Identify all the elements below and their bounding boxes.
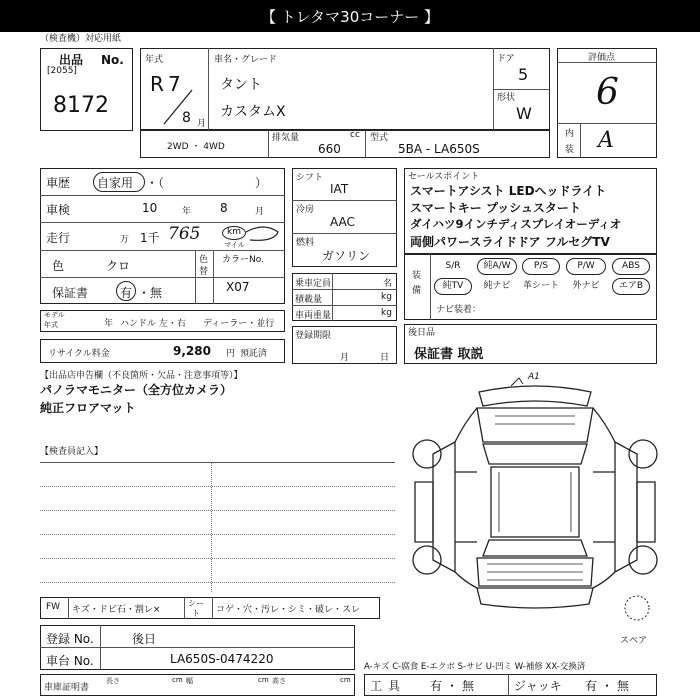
- car-grade: カスタムX: [220, 104, 286, 120]
- equip-abs: ABS: [612, 258, 650, 275]
- equip-leather: 革シート: [523, 281, 560, 291]
- equip-pw: P/W: [566, 258, 606, 275]
- equip-alloy: 純A/W: [477, 258, 517, 275]
- year-era: R: [150, 72, 164, 96]
- equip-tv: 純TV: [434, 278, 472, 295]
- chassis-number: LA650S-0474220: [170, 652, 274, 666]
- warranty-yes: 有: [120, 286, 133, 300]
- equip-sr: S/R: [445, 261, 461, 271]
- inspection-month: 8: [220, 201, 228, 215]
- aircon-value: AAC: [330, 215, 355, 229]
- color-number: X07: [226, 280, 250, 294]
- mileage-value: 1千: [140, 231, 160, 245]
- drive-type: 2WD ・ 4WD: [167, 142, 225, 152]
- interior-score: A: [598, 128, 614, 153]
- damage-legend: A-キズ C-腐食 E-エクボ S-サビ U-凹ミ W-補修 XX-交換済: [364, 662, 586, 672]
- header-note: （検査機）対応用紙: [40, 34, 122, 44]
- recycle-fee: 9,280: [173, 344, 211, 358]
- registration-value: 後日: [132, 632, 157, 646]
- sales-point-3: ダイハツ9インチディスプレイオーディオ: [410, 217, 622, 231]
- doors-value: 5: [518, 65, 529, 84]
- equip-ext-navi: 外ナビ: [572, 281, 600, 291]
- year-month: 8: [182, 110, 191, 126]
- sales-point-2: スマートキー プッシュスタート: [410, 201, 581, 215]
- displacement-value: 660: [318, 142, 341, 156]
- car-diagram: [405, 372, 665, 622]
- sales-point-4: 両側パワースライドドア フルセグTV: [410, 235, 610, 249]
- fuel-value: ガソリン: [322, 249, 371, 263]
- damage-mark: A1: [528, 372, 540, 382]
- after-items-value: 保証書 取説: [414, 347, 484, 362]
- car-name: タント: [220, 77, 262, 93]
- seller-note-1: パノラマモニター（全方位カメラ）: [40, 383, 233, 397]
- top-banner: [0, 0, 700, 32]
- equip-ps: P/S: [522, 258, 560, 275]
- spare-label: スペア: [620, 636, 648, 646]
- lot-number: 8172: [53, 93, 109, 118]
- lot-box: 出品 No. [2055] 8172: [40, 48, 133, 131]
- shape-value: W: [516, 104, 532, 123]
- lot-stamp: [2055]: [47, 66, 77, 76]
- inspection-year: 10: [142, 201, 158, 215]
- seller-note-2: 純正フロアマット: [40, 401, 136, 415]
- mileage-handwritten: 765: [168, 224, 201, 244]
- model-code: 5BA - LA650S: [398, 142, 480, 156]
- equip-airbag: エアB: [612, 278, 650, 295]
- sales-point-1: スマートアシスト LEDヘッドライト: [410, 184, 607, 198]
- color-value: クロ: [106, 259, 131, 273]
- banner-title: 【 トレタマ30コーナー 】: [260, 8, 440, 26]
- equip-navi: 純ナビ: [483, 281, 511, 291]
- year-value: 7: [168, 72, 181, 96]
- score-value: 6: [596, 72, 619, 113]
- history-value: 自家用: [97, 176, 134, 190]
- shift-value: IAT: [330, 182, 349, 196]
